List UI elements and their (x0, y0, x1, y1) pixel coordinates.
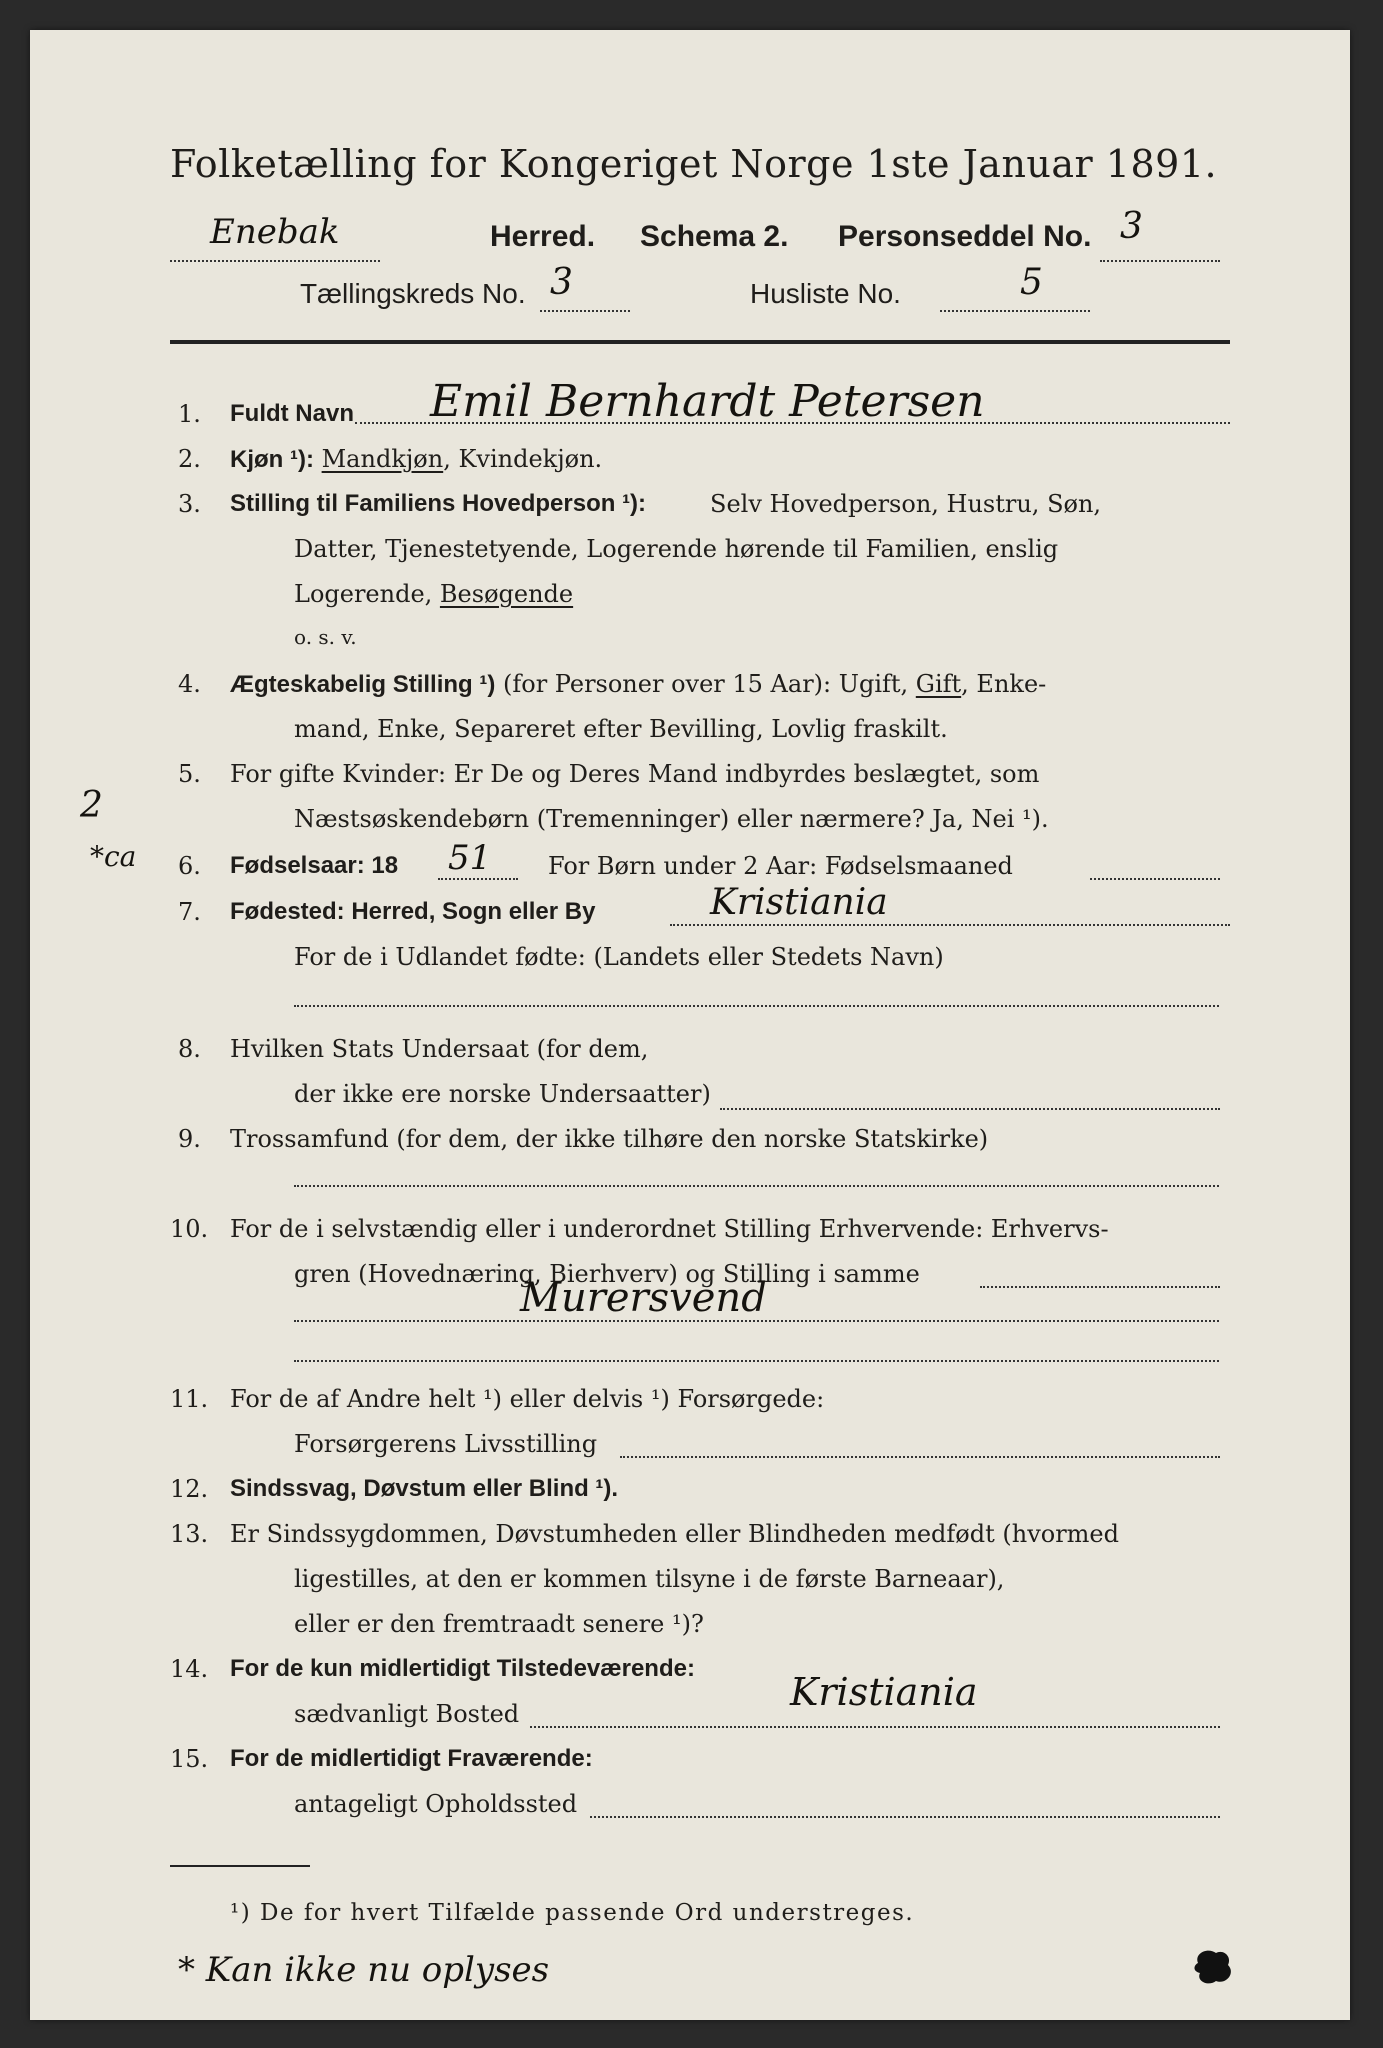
q2-number: 2. (178, 445, 201, 473)
q2-rest: , Kvindekjøn. (443, 445, 603, 473)
husliste-label: Husliste No. (750, 278, 901, 309)
q6-year-line (438, 878, 518, 880)
q12-number: 12. (170, 1475, 209, 1503)
q14-line (530, 1726, 1220, 1728)
q13-line2: ligestilles, at den er kommen tilsyne i de første Barneaar), (294, 1565, 1005, 1593)
kreds-value: 3 (550, 262, 573, 303)
q12-line1: Sindssvag, Døvstum eller Blind ¹). (230, 1475, 619, 1502)
q14-value: Kristiania (790, 1670, 978, 1714)
q4-line1 (230, 670, 1046, 699)
q11-number: 11. (170, 1385, 209, 1413)
footnote-rule (170, 1865, 310, 1867)
q5-line1: For gifte Kvinder: Er De og Deres Mand indbyrdes beslægtet, som (230, 760, 1040, 788)
q13-number: 13. (170, 1520, 209, 1548)
q3-line4: o. s. v. (294, 625, 357, 649)
q3-line3a: Logerende, (294, 580, 440, 608)
personseddel-value: 3 (1120, 206, 1143, 247)
bottom-handwritten-note: * Kan ikke nu oplyses (178, 1950, 550, 1990)
q7-extra-line (294, 1005, 1219, 1007)
q1-value: Emil Bernhardt Petersen (430, 376, 985, 427)
q2-label: Kjøn ¹): (230, 446, 314, 473)
q14-line1: For de kun midlertidigt Tilstedeværende: (230, 1655, 695, 1682)
q9-line1: Trossamfund (for dem, der ikke tilhøre den norske Statskirke) (230, 1125, 989, 1153)
husliste-value: 5 (1020, 262, 1043, 303)
q3-line1: Selv Hovedperson, Hustru, Søn, (710, 490, 1102, 518)
q13-line1: Er Sindssygdommen, Døvstumheden eller Blindheden medfødt (hvormed (230, 1520, 1119, 1548)
q10-number: 10. (170, 1215, 209, 1243)
q11-line (620, 1456, 1220, 1458)
q7-line2: For de i Udlandet fødte: (Landets eller Stedets Navn) (294, 943, 944, 971)
q3-selected-option: Besøgende (439, 580, 574, 608)
q15-line (590, 1816, 1220, 1818)
q8-number: 8. (178, 1035, 201, 1063)
q10-line-b (294, 1320, 1219, 1322)
q14-number: 14. (170, 1655, 209, 1683)
q4-line1a: (for Personer over 15 Aar): Ugift, (503, 670, 916, 698)
q4-label: Ægteskabelig Stilling ¹) (230, 671, 496, 698)
herred-label: Herred. (490, 220, 596, 253)
q8-line2: der ikke ere norske Undersaatter) (294, 1080, 711, 1108)
q7-label: Fødested: Herred, Sogn eller By (230, 898, 596, 925)
kreds-label: Tællingskreds No. (300, 278, 526, 309)
q8-line (720, 1108, 1220, 1110)
q7-number: 7. (178, 898, 201, 926)
form-title: Folketælling for Kongeriget Norge 1ste Januar 1891. (170, 142, 1218, 186)
header-rule (170, 340, 1230, 344)
q6-rest: For Børn under 2 Aar: Fødselsmaaned (548, 852, 1013, 880)
margin-note-1: 2 (80, 785, 103, 826)
q1-number: 1. (178, 400, 201, 428)
q4-line1c: , Enke- (961, 670, 1047, 698)
q6-value: 51 (448, 838, 492, 878)
q10-value: Murersvend (520, 1275, 767, 1321)
q10-line2: gren (Hovednæring, Bierhverv) og Stilling i samme (294, 1260, 920, 1288)
q3-label: Stilling til Familiens Hovedperson ¹): (230, 490, 647, 517)
q6-month-line (1090, 878, 1220, 880)
husliste-line (940, 310, 1090, 312)
footnote: ¹) De for hvert Tilfælde passende Ord understreges. (230, 1900, 915, 1926)
personseddel-label: Personseddel No. (838, 220, 1092, 253)
q11-line1: For de af Andre helt ¹) eller delvis ¹) Forsørgede: (230, 1385, 825, 1413)
q4-line2: mand, Enke, Separeret efter Bevilling, Lovlig fraskilt. (294, 715, 948, 743)
ink-blot-icon (1190, 1945, 1240, 1990)
q15-line2: antageligt Opholdssted (294, 1790, 578, 1818)
q10-line-a (980, 1286, 1220, 1288)
q7-line (670, 924, 1230, 926)
q14-line2: sædvanligt Bosted (294, 1700, 520, 1728)
q4-selected-option: Gift (915, 670, 962, 698)
q10-line1: For de i selvstændig eller i underordnet Stilling Erhvervende: Erhvervs- (230, 1215, 1109, 1243)
q3-line3 (294, 580, 573, 608)
q15-number: 15. (170, 1745, 209, 1773)
personseddel-line (1100, 260, 1220, 262)
kreds-line (540, 310, 630, 312)
q3-number: 3. (178, 490, 201, 518)
q2-selected-option: Mandkjøn (321, 445, 444, 473)
q5-number: 5. (178, 760, 201, 788)
q2-text (230, 445, 602, 474)
margin-note-2: *ca (90, 840, 137, 873)
q13-line3: eller er den fremtraadt senere ¹)? (294, 1610, 704, 1638)
q11-line2: Forsørgerens Livsstilling (294, 1430, 598, 1458)
q1-label: Fuldt Navn (230, 400, 354, 427)
q7-value: Kristiania (710, 882, 888, 923)
q8-line1: Hvilken Stats Undersaat (for dem, (230, 1035, 649, 1063)
q15-line1: For de midlertidigt Fraværende: (230, 1745, 593, 1772)
q9-line (294, 1185, 1219, 1187)
q6-label: Fødselsaar: 18 (230, 852, 399, 879)
q9-number: 9. (178, 1125, 201, 1153)
q3-line2: Datter, Tjenestetyende, Logerende hørende til Familien, enslig (294, 535, 1059, 563)
schema-label: Schema 2. (640, 220, 789, 253)
q6-number: 6. (178, 852, 201, 880)
census-form-page (30, 30, 1350, 2020)
q4-number: 4. (178, 670, 201, 698)
q5-line2: Næstsøskendebørn (Tremenninger) eller nærmere? Ja, Nei ¹). (294, 805, 1049, 833)
q10-line-c (294, 1360, 1219, 1362)
herred-value: Enebak (210, 212, 340, 252)
